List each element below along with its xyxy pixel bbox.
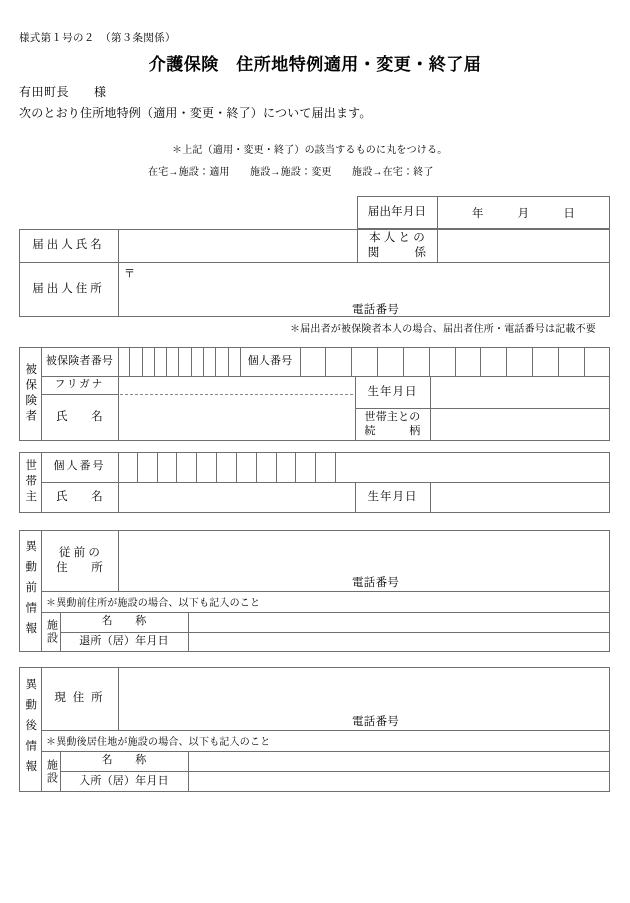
- before-facility-name-value[interactable]: [188, 612, 610, 632]
- insured-my-number-cell[interactable]: [404, 347, 430, 376]
- householder-my-number-cell[interactable]: [296, 452, 316, 482]
- insured-number-cell[interactable]: [130, 347, 142, 376]
- after-move-note: ＊異動後居住地が施設の場合、以下も記入のこと: [46, 737, 271, 748]
- before-address-line1: 従 前 の: [58, 547, 101, 560]
- form-number: 様式第１号の２ （第３条関係）: [19, 33, 176, 44]
- householder-name-label: 氏 名: [56, 491, 103, 504]
- applicant-tel-value[interactable]: [410, 299, 606, 316]
- applicant-tel-label: 電話番号: [352, 304, 400, 316]
- householder-my-number-cell[interactable]: [336, 452, 355, 482]
- insured-my-number-cell[interactable]: [378, 347, 404, 376]
- after-facility-date-label: 入所（居）年月日: [79, 774, 169, 787]
- addressee: 有田町長 様: [19, 85, 107, 99]
- page-title: 介護保険 住所地特例適用・変更・終了届: [148, 55, 482, 74]
- before-move-side-label: 異動前情報: [24, 539, 37, 643]
- household-relation-line2: 続 柄: [364, 424, 421, 437]
- insured-birthdate-value[interactable]: [430, 376, 610, 408]
- householder-my-number-label: 個人番号: [53, 460, 106, 473]
- intro-text: 次のとおり住所地特例（適用・変更・終了）について届出ます。: [19, 106, 372, 120]
- household-relation-line1: 世帯主との: [364, 410, 421, 423]
- before-move-address-label: [41, 530, 118, 591]
- insured-name-value[interactable]: [118, 394, 355, 441]
- after-move-tel-label: 電話番号: [352, 716, 400, 728]
- insured-birthdate-label: 生年月日: [367, 385, 418, 398]
- applicant-note: ＊届出者が被保険者本人の場合、届出者住所・電話番号は記載不要: [290, 324, 596, 335]
- householder-my-number-cell[interactable]: [197, 452, 217, 482]
- date-day-label: 日: [563, 207, 576, 220]
- after-move-address-label: 現 住 所: [54, 692, 105, 705]
- insured-number-cell[interactable]: [167, 347, 179, 376]
- after-move-tel-value[interactable]: [410, 711, 606, 729]
- insured-number-cell[interactable]: [192, 347, 204, 376]
- applicant-relation-value[interactable]: [437, 229, 610, 262]
- before-move-tel-label: 電話番号: [352, 577, 400, 589]
- householder-my-number-cell[interactable]: [277, 452, 297, 482]
- insured-my-number-cell[interactable]: [481, 347, 507, 376]
- applicant-address-value[interactable]: [118, 262, 610, 300]
- insured-number-label: 被保険者番号: [45, 354, 114, 367]
- insured-furigana-label: フリガナ: [54, 379, 105, 391]
- insured-my-number-cell[interactable]: [300, 347, 326, 376]
- date-year-label: 年: [471, 207, 484, 220]
- insured-my-number-cell[interactable]: [507, 347, 533, 376]
- householder-side-label: 世帯主: [24, 459, 37, 506]
- insured-number-cell[interactable]: [179, 347, 191, 376]
- householder-my-number-cell-group[interactable]: [118, 452, 355, 482]
- insured-number-cell-group[interactable]: [118, 347, 240, 376]
- householder-name-value[interactable]: [118, 482, 355, 513]
- householder-my-number-cell[interactable]: [138, 452, 158, 482]
- applicant-address-label: 届出人住所: [32, 283, 105, 296]
- insured-number-cell[interactable]: [204, 347, 216, 376]
- after-facility-side-label: 施設: [45, 758, 58, 785]
- householder-my-number-cell[interactable]: [118, 452, 138, 482]
- applicant-name-value[interactable]: [118, 229, 357, 262]
- instruction-note-line2: 在宅→施設：適用 施設→施設：変更 施設→在宅：終了: [148, 167, 434, 178]
- insured-household-relation-label: [355, 408, 430, 441]
- insured-number-cell[interactable]: [118, 347, 130, 376]
- insured-furigana-value[interactable]: [118, 376, 355, 394]
- after-facility-name-label: 名 称: [101, 754, 147, 767]
- postal-code-mark: 〒: [124, 268, 135, 280]
- insured-my-number-cell[interactable]: [533, 347, 559, 376]
- householder-my-number-cell[interactable]: [316, 452, 336, 482]
- householder-birthdate-value[interactable]: [430, 482, 610, 513]
- householder-my-number-cell[interactable]: [177, 452, 197, 482]
- householder-my-number-cell[interactable]: [257, 452, 277, 482]
- before-address-line2: 住 所: [56, 561, 103, 574]
- submit-date-value[interactable]: [437, 196, 610, 229]
- insured-number-cell[interactable]: [155, 347, 167, 376]
- insured-name-label: 氏 名: [56, 411, 103, 424]
- insured-household-relation-value[interactable]: [430, 408, 610, 441]
- date-month-label: 月: [517, 207, 530, 220]
- applicant-relation-label: [357, 229, 437, 262]
- applicant-name-label: 届出人氏名: [32, 239, 105, 252]
- relation-label-line1: 本 人 と の: [368, 232, 426, 245]
- insured-my-number-label: 個人番号: [247, 354, 293, 367]
- insured-number-cell[interactable]: [229, 347, 240, 376]
- insured-my-number-cell[interactable]: [456, 347, 482, 376]
- insured-my-number-cell[interactable]: [326, 347, 352, 376]
- after-facility-date-value[interactable]: [188, 771, 610, 792]
- before-move-note: ＊異動前住所が施設の場合、以下も記入のこと: [46, 598, 261, 609]
- insured-number-cell[interactable]: [143, 347, 155, 376]
- after-facility-name-value[interactable]: [188, 751, 610, 771]
- before-facility-name-label: 名 称: [101, 615, 147, 628]
- insured-my-number-cell[interactable]: [430, 347, 456, 376]
- before-move-tel-value[interactable]: [410, 572, 606, 590]
- insured-number-cell[interactable]: [216, 347, 228, 376]
- insured-my-number-cell[interactable]: [585, 347, 610, 376]
- relation-label-line2: 関 係: [367, 246, 427, 259]
- householder-my-number-cell[interactable]: [237, 452, 257, 482]
- after-move-side-label: 異動後情報: [24, 678, 37, 781]
- householder-my-number-cell[interactable]: [158, 452, 178, 482]
- insured-my-number-cell[interactable]: [559, 347, 585, 376]
- insured-side-label: 被保険者: [24, 363, 37, 425]
- householder-my-number-cell[interactable]: [217, 452, 237, 482]
- submit-date-label: 届出年月日: [367, 206, 427, 219]
- householder-birthdate-label: 生年月日: [367, 491, 418, 504]
- before-facility-side-label: 施設: [45, 619, 58, 645]
- before-move-address-value[interactable]: [118, 530, 610, 572]
- before-facility-date-label: 退所（居）年月日: [79, 635, 169, 648]
- instruction-note-line1: ＊上記（適用・変更・終了）の該当するものに丸をつける。: [172, 145, 448, 156]
- before-facility-date-value[interactable]: [188, 632, 610, 652]
- insured-my-number-cell[interactable]: [352, 347, 378, 376]
- after-move-address-value[interactable]: [118, 667, 610, 711]
- insured-my-number-cell-group[interactable]: [300, 347, 610, 376]
